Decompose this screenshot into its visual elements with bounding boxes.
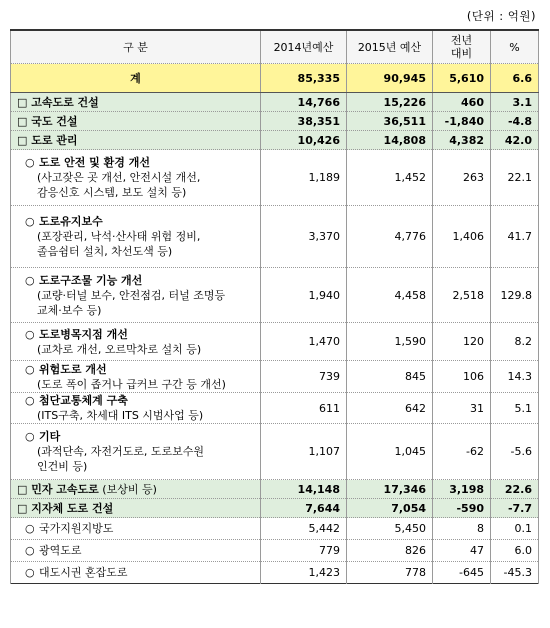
category-row xyxy=(11,480,539,499)
item-title-text: 첨단교통체계 구축 xyxy=(39,394,128,407)
item-label xyxy=(11,206,261,268)
value-diff: 47 xyxy=(433,540,491,562)
category-row xyxy=(11,112,539,131)
value-diff: 1,406 xyxy=(433,206,491,268)
value-2015: 642 xyxy=(347,393,433,424)
item-description: 감응신호 시스템, 보도 설치 등) xyxy=(37,186,187,199)
item-description: 졸음쉼터 설치, 차선도색 등) xyxy=(37,245,173,258)
value-2015: 1,590 xyxy=(347,323,433,361)
value-pct: 3.1 xyxy=(491,93,539,112)
item-description: (교차로 개선, 오르막차로 설치 등) xyxy=(37,342,202,356)
value-pct: 0.1 xyxy=(491,518,539,540)
circle-bullet-icon: ○ xyxy=(25,522,35,535)
value-2015: 15,226 xyxy=(347,93,433,112)
total-row xyxy=(11,64,539,93)
header-category: 구 분 xyxy=(11,30,261,64)
category-title: □ 국도 건설 xyxy=(17,115,78,128)
circle-bullet-icon: ○ xyxy=(25,273,35,287)
item-title xyxy=(25,565,254,580)
header-row xyxy=(11,30,539,64)
header-diff xyxy=(433,30,491,64)
value-pct: 22.6 xyxy=(491,480,539,499)
value-diff: -1,840 xyxy=(433,112,491,131)
item-label xyxy=(11,540,261,562)
item-title-text: 도로유지보수 xyxy=(39,215,103,228)
budget-table xyxy=(10,29,539,584)
value-2015: 5,450 xyxy=(347,518,433,540)
value-2015: 14,808 xyxy=(347,131,433,150)
value-2014: 611 xyxy=(261,393,347,424)
value-pct: -7.7 xyxy=(491,499,539,518)
category-title: □ 도로 관리 xyxy=(17,134,78,147)
item-label xyxy=(11,424,261,480)
value-diff: 8 xyxy=(433,518,491,540)
item-title-text: 대도시권 혼잡도로 xyxy=(39,566,128,579)
value-2014: 3,370 xyxy=(261,206,347,268)
item-title-text: 도로 안전 및 환경 개선 xyxy=(39,156,150,169)
item-description: (교량·터널 보수, 안전점검, 터널 조명등 xyxy=(37,288,226,302)
value-2014: 1,189 xyxy=(261,150,347,206)
item-title-text: 광역도로 xyxy=(39,544,82,557)
item-description: (ITS구축, 차세대 ITS 시범사업 등) xyxy=(37,409,204,422)
item-title xyxy=(25,393,254,408)
item-row xyxy=(11,206,539,268)
item-title xyxy=(25,362,254,377)
value-pct: 129.8 xyxy=(491,268,539,323)
item-title-text: 기타 xyxy=(39,430,61,443)
value-2014: 1,107 xyxy=(261,424,347,480)
value-diff: 263 xyxy=(433,150,491,206)
value-2014: 1,470 xyxy=(261,323,347,361)
item-description: (사고잦은 곳 개선, 안전시설 개선, xyxy=(37,171,201,184)
header-pct: % xyxy=(491,30,539,64)
item-description: (도로 폭이 좁거나 급커브 구간 등 개선) xyxy=(37,377,226,391)
item-title-text: 국가지원지방도 xyxy=(39,522,114,535)
item-row xyxy=(11,268,539,323)
item-title-text: 위험도로 개선 xyxy=(39,362,107,376)
total-2014: 85,335 xyxy=(261,64,347,93)
item-title-text: 도로구조물 기능 개선 xyxy=(39,273,143,287)
item-title xyxy=(25,429,254,444)
circle-bullet-icon: ○ xyxy=(25,156,35,169)
header-diff-top: 전년 xyxy=(450,34,473,47)
item-label xyxy=(11,323,261,361)
item-title xyxy=(25,155,254,170)
item-title-text: 도로병목지점 개선 xyxy=(39,327,128,341)
header-2015: 2015년 예산 xyxy=(347,30,433,64)
total-label: 계 xyxy=(11,64,261,93)
value-pct: -5.6 xyxy=(491,424,539,480)
category-label xyxy=(11,499,261,518)
value-diff: 460 xyxy=(433,93,491,112)
value-pct: 42.0 xyxy=(491,131,539,150)
value-2014: 7,644 xyxy=(261,499,347,518)
value-diff: 4,382 xyxy=(433,131,491,150)
item-row xyxy=(11,150,539,206)
circle-bullet-icon: ○ xyxy=(25,430,35,443)
value-2015: 778 xyxy=(347,562,433,584)
value-2015: 1,452 xyxy=(347,150,433,206)
value-2015: 1,045 xyxy=(347,424,433,480)
value-diff: -62 xyxy=(433,424,491,480)
category-row xyxy=(11,131,539,150)
item-label xyxy=(11,393,261,424)
circle-bullet-icon: ○ xyxy=(25,362,35,376)
category-row xyxy=(11,93,539,112)
item-title xyxy=(25,543,254,558)
item-row xyxy=(11,393,539,424)
item-row xyxy=(11,424,539,480)
value-pct: 41.7 xyxy=(491,206,539,268)
item-row xyxy=(11,518,539,540)
value-pct: -4.8 xyxy=(491,112,539,131)
value-diff: 31 xyxy=(433,393,491,424)
value-pct: 8.2 xyxy=(491,323,539,361)
value-2015: 826 xyxy=(347,540,433,562)
item-label xyxy=(11,268,261,323)
unit-note: (단위 : 억원) xyxy=(466,9,536,23)
value-diff: 3,198 xyxy=(433,480,491,499)
item-title xyxy=(25,327,254,342)
circle-bullet-icon: ○ xyxy=(25,394,35,407)
total-diff: 5,610 xyxy=(433,64,491,93)
header-2014: 2014년예산 xyxy=(261,30,347,64)
item-description: 교체·보수 등) xyxy=(37,303,102,317)
category-label xyxy=(11,93,261,112)
value-2014: 14,148 xyxy=(261,480,347,499)
value-diff: -645 xyxy=(433,562,491,584)
value-diff: 106 xyxy=(433,361,491,393)
value-pct: 22.1 xyxy=(491,150,539,206)
total-2015: 90,945 xyxy=(347,64,433,93)
category-label xyxy=(11,480,261,499)
category-row xyxy=(11,499,539,518)
value-diff: 120 xyxy=(433,323,491,361)
value-2015: 7,054 xyxy=(347,499,433,518)
value-2015: 845 xyxy=(347,361,433,393)
value-2014: 779 xyxy=(261,540,347,562)
value-2015: 36,511 xyxy=(347,112,433,131)
category-note: (보상비 등) xyxy=(98,483,157,496)
value-pct: 5.1 xyxy=(491,393,539,424)
value-2015: 17,346 xyxy=(347,480,433,499)
value-diff: 2,518 xyxy=(433,268,491,323)
item-description: (포장관리, 낙석·산사태 위험 정비, xyxy=(37,230,201,243)
item-description: (과적단속, 자전거도로, 도로보수원 xyxy=(37,445,205,458)
circle-bullet-icon: ○ xyxy=(25,327,35,341)
category-label xyxy=(11,131,261,150)
item-title xyxy=(25,273,254,288)
item-label xyxy=(11,562,261,584)
value-2014: 1,940 xyxy=(261,268,347,323)
item-label xyxy=(11,361,261,393)
circle-bullet-icon: ○ xyxy=(25,544,35,557)
value-2015: 4,776 xyxy=(347,206,433,268)
value-pct: 14.3 xyxy=(491,361,539,393)
item-row xyxy=(11,540,539,562)
item-description: 인건비 등) xyxy=(37,460,88,473)
value-2014: 5,442 xyxy=(261,518,347,540)
header-diff-bottom: 대비 xyxy=(450,47,473,60)
value-2014: 739 xyxy=(261,361,347,393)
value-2014: 10,426 xyxy=(261,131,347,150)
item-label xyxy=(11,150,261,206)
item-title xyxy=(25,521,254,536)
circle-bullet-icon: ○ xyxy=(25,215,35,228)
item-title xyxy=(25,214,254,229)
value-2015: 4,458 xyxy=(347,268,433,323)
item-label xyxy=(11,518,261,540)
item-row xyxy=(11,562,539,584)
category-title: □ 고속도로 건설 xyxy=(17,96,99,109)
item-row xyxy=(11,361,539,393)
value-2014: 14,766 xyxy=(261,93,347,112)
category-title: □ 지자체 도로 건설 xyxy=(17,502,114,515)
value-pct: 6.0 xyxy=(491,540,539,562)
total-pct: 6.6 xyxy=(491,64,539,93)
category-title: □ 민자 고속도로 xyxy=(17,483,99,496)
value-pct: -45.3 xyxy=(491,562,539,584)
value-diff: -590 xyxy=(433,499,491,518)
item-row xyxy=(11,323,539,361)
value-2014: 38,351 xyxy=(261,112,347,131)
category-label xyxy=(11,112,261,131)
value-2014: 1,423 xyxy=(261,562,347,584)
circle-bullet-icon: ○ xyxy=(25,566,35,579)
